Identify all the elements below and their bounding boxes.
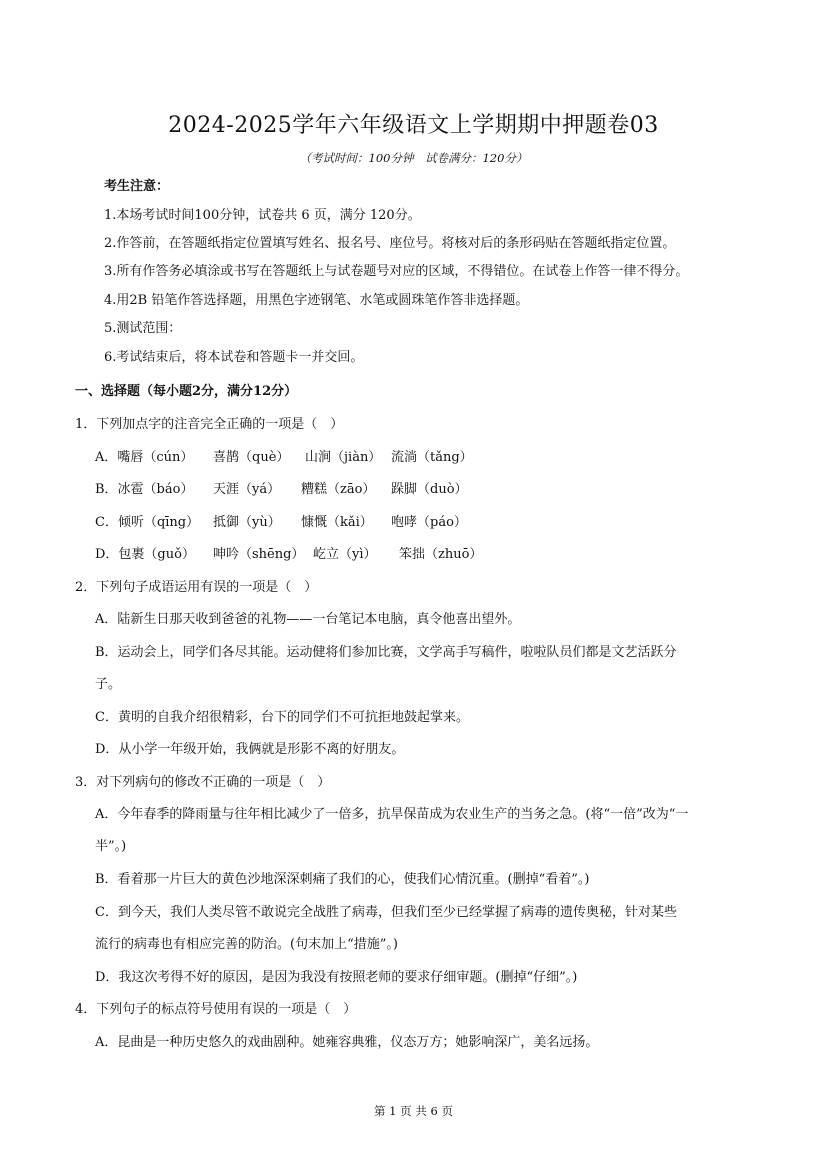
exam-subtitle: （考试时间：100分钟 试卷满分：120分） — [299, 151, 528, 165]
option-term: D．包裹（guǒ） — [95, 547, 195, 562]
option-term: 山涧（jiàn） — [305, 450, 382, 465]
question-3-stem: 3．对下列病句的修改不正确的一项是（ ） — [75, 775, 331, 790]
question-1-option-c — [95, 511, 467, 530]
notice-item: 3.所有作答务必填涂或书写在答题纸上与试卷题号对应的区域，不得错位。在试卷上作答一律不得分。 — [104, 264, 689, 279]
notice-heading: 考生注意： — [104, 179, 170, 194]
page-number: 第 1 页 共 6 页 — [374, 1104, 453, 1118]
notice-item: 6.考试结束后，将本试卷和答题卡一并交回。 — [104, 350, 364, 365]
option-term: 慷慨（kǎi） — [301, 515, 373, 530]
question-2-stem: 2．下列句子成语运用有误的一项是（ ） — [75, 580, 318, 595]
option-term: 天涯（yá） — [213, 482, 281, 497]
notice-item: 1.本场考试时间100分钟，试卷共 6 页，满分 120分。 — [104, 208, 421, 223]
question-2-option-d: D．从小学一年级开始，我俩就是形影不离的好朋友。 — [95, 742, 405, 757]
option-term: 呻吟（shēng） — [213, 547, 305, 562]
question-3-option-a: A．今年春季的降雨量与往年相比减少了一倍多，抗旱保苗成为农业生产的当务之急。(将“一倍”改为“一 — [95, 807, 689, 822]
notice-item: 2.作答前，在答题纸指定位置填写姓名、报名号、座位号。将核对后的条形码贴在答题纸指定位置。 — [104, 236, 676, 251]
question-3-option-c: C．到今天，我们人类尽管不敢说完全战胜了病毒，但我们至少已经掌握了病毒的遗传奥秘，针对某些 — [95, 905, 677, 920]
option-term: 糟糕（zāo） — [301, 482, 376, 497]
option-term: C．倾听（qīng） — [95, 515, 200, 530]
question-1-option-a — [95, 446, 473, 465]
question-2-option-b: B．运动会上，同学们各尽其能。运动健将们参加比赛，文学高手写稿件，啦啦队员们都是文艺活跃分 — [95, 645, 677, 660]
question-2-option-b-continued: 子。 — [95, 677, 122, 692]
option-term: A．嘴唇（cún） — [95, 450, 194, 465]
question-2-option-c: C．黄明的自我介绍很精彩，台下的同学们不可抗拒地鼓起掌来。 — [95, 710, 469, 725]
exam-title: 2024-2025学年六年级语文上学期期中押题卷03 — [168, 113, 659, 138]
option-term: 笨拙（zhuō） — [399, 547, 483, 562]
option-term: 喜鹊（què） — [213, 450, 290, 465]
notice-item: 5.测试范围： — [104, 321, 182, 336]
question-3-option-c-continued: 流行的病毒也有相应完善的防治。(句末加上“措施”。) — [95, 937, 398, 952]
option-term: 流淌（tǎng） — [391, 450, 473, 465]
question-1-option-b — [95, 478, 468, 497]
question-1-stem: 1．下列加点字的注音完全正确的一项是（ ） — [75, 417, 344, 432]
question-1-option-d — [95, 543, 482, 562]
notice-item: 4.用2B 铅笔作答选择题，用黑色字迹钢笔、水笔或圆珠笔作答非选择题。 — [104, 293, 529, 308]
question-3-option-d: D．我这次考得不好的原因，是因为我没有按照老师的要求仔细审题。(删掉“仔细”。) — [95, 970, 578, 985]
question-3-option-a-continued: 半”。) — [95, 839, 127, 854]
question-2-option-a: A．陆新生日那天收到爸爸的礼物——一台笔记本电脑，真令他喜出望外。 — [95, 612, 521, 627]
question-4-stem: 4．下列句子的标点符号使用有误的一项是（ ） — [75, 1002, 357, 1017]
option-term: 跺脚（duò） — [391, 482, 468, 497]
option-term: 咆哮（páo） — [391, 515, 467, 530]
question-4-option-a: A．昆曲是一种历史悠久的戏曲剧种。她雍容典雅，仪态万方；她影响深广，美名远扬。 — [95, 1035, 599, 1050]
option-term: B．冰雹（báo） — [95, 482, 194, 497]
option-term: 屹立（yì） — [313, 547, 377, 562]
option-term: 抵御（yù） — [213, 515, 281, 530]
section-heading: 一、选择题（每小题2分，满分12分） — [75, 384, 298, 399]
question-3-option-b: B．看着那一片巨大的黄色沙地深深刺痛了我们的心，使我们心情沉重。(删掉“看着”。) — [95, 872, 590, 887]
